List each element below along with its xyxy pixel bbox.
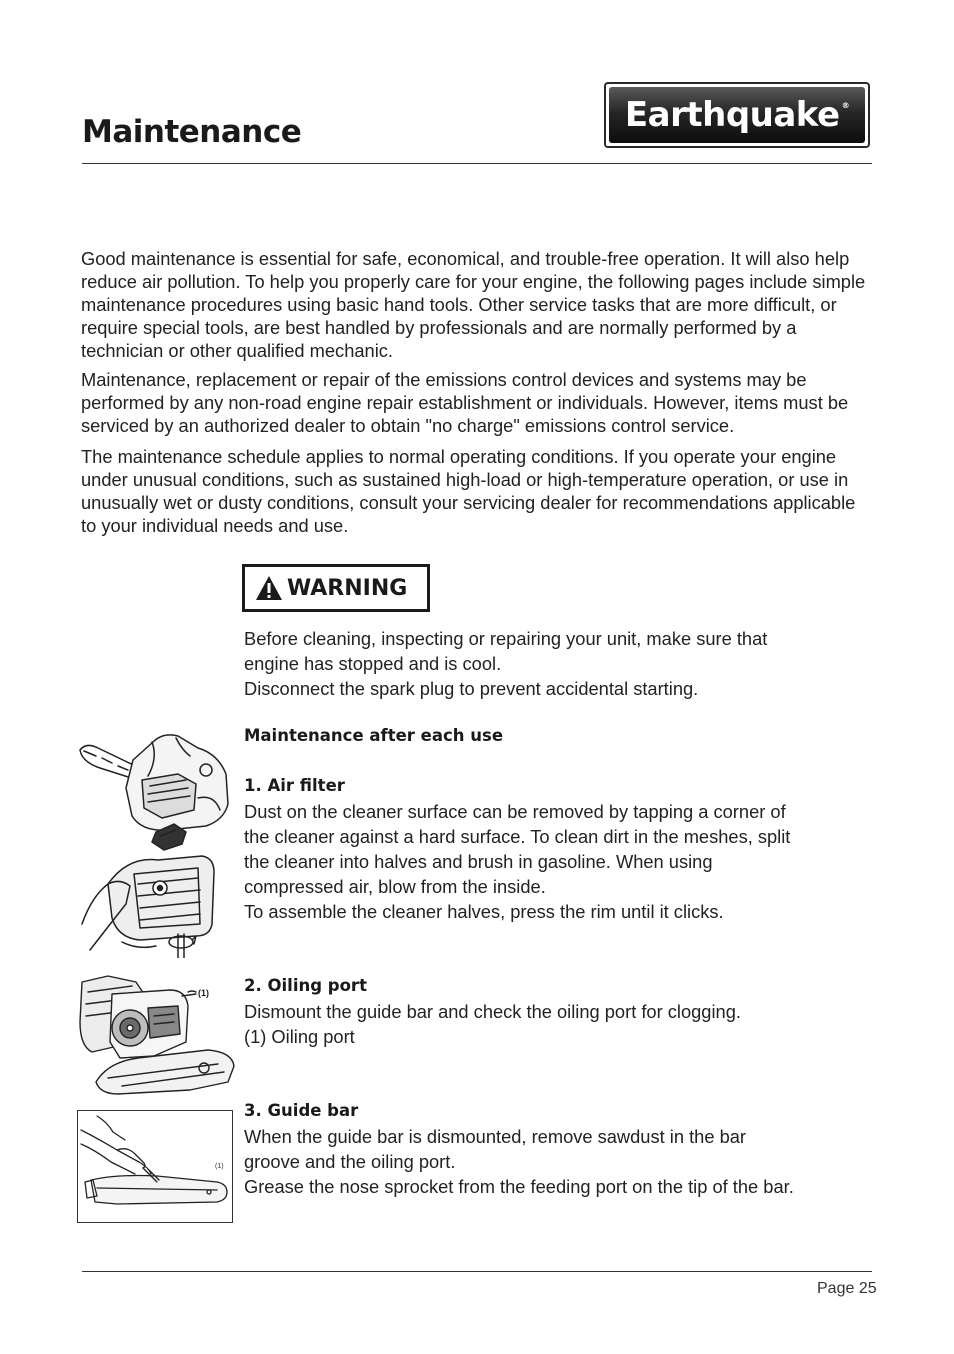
text-line: Grease the nose sprocket from the feeding port on the tip of the bar. [244, 1176, 794, 1197]
text-line: To assemble the cleaner halves, press the rim until it clicks. [244, 901, 724, 922]
oiling-port-text [244, 999, 874, 1049]
oiling-port-illustration [78, 972, 236, 1098]
intro-paragraph-3: The maintenance schedule applies to normal operating conditions. If you operate your engine under unusual conditions, such as sustained high-load or high-temperature operation, or use in unusually wet or dusty conditions, consult your servicing dealer for recommendations applicable to your individual needs and use. [81, 446, 856, 536]
section-heading: Maintenance after each use [244, 726, 504, 745]
text-line: groove and the oiling port. [244, 1151, 456, 1172]
page-title: Maintenance [82, 114, 302, 150]
warning-label: WARNING [287, 575, 408, 601]
air-filter-illustration [78, 728, 238, 958]
text-line: the cleaner into halves and brush in gasoline. When using [244, 851, 713, 872]
air-filter-heading: 1. Air filter [244, 776, 345, 795]
registered-mark: ® [841, 101, 850, 110]
page-number: Page 25 [817, 1280, 877, 1297]
logo-text: Earthquake [624, 95, 840, 135]
air-filter-text [244, 799, 874, 924]
header-divider [82, 163, 872, 164]
text-line: (1) Oiling port [244, 1026, 355, 1047]
text-line: compressed air, blow from the inside. [244, 876, 546, 897]
text-line: Dust on the cleaner surface can be removed by tapping a corner of [244, 801, 786, 822]
text-line: When the guide bar is dismounted, remove sawdust in the bar [244, 1126, 746, 1147]
oiling-port-callout: (1) [198, 988, 209, 998]
intro-paragraph-1: Good maintenance is essential for safe, economical, and trouble-free operation. It will also help reduce air pollution. To help you properly care for your engine, the following pages include simple maintenance procedures using basic hand tools. Other service tasks that are more difficult, or require special tools, are best handled by professionals and are normally performed by a technician or other qualified mechanic. [81, 248, 866, 361]
guide-bar-heading: 3. Guide bar [244, 1101, 359, 1120]
warning-triangle-icon [255, 575, 283, 601]
guide-bar-illustration [77, 1110, 233, 1223]
footer-divider [82, 1271, 872, 1272]
intro-paragraph-2: Maintenance, replacement or repair of the emissions control devices and systems may be performed by any non-road engine repair establishment or individuals. However, items must be serviced by an authorized dealer to obtain "no charge" emissions control service. [81, 369, 849, 436]
oiling-port-heading: 2. Oiling port [244, 976, 367, 995]
guide-bar-callout: (1) [215, 1163, 224, 1170]
guide-bar-text [244, 1124, 874, 1199]
warning-text [244, 626, 874, 701]
earthquake-logo [604, 82, 870, 148]
warning-line: Before cleaning, inspecting or repairing your unit, make sure that [244, 628, 768, 649]
text-line: Dismount the guide bar and check the oiling port for clogging. [244, 1001, 741, 1022]
warning-line: engine has stopped and is cool. [244, 653, 502, 674]
text-line: the cleaner against a hard surface. To clean dirt in the meshes, split [244, 826, 791, 847]
warning-box [242, 564, 430, 612]
warning-line: Disconnect the spark plug to prevent accidental starting. [244, 678, 699, 699]
